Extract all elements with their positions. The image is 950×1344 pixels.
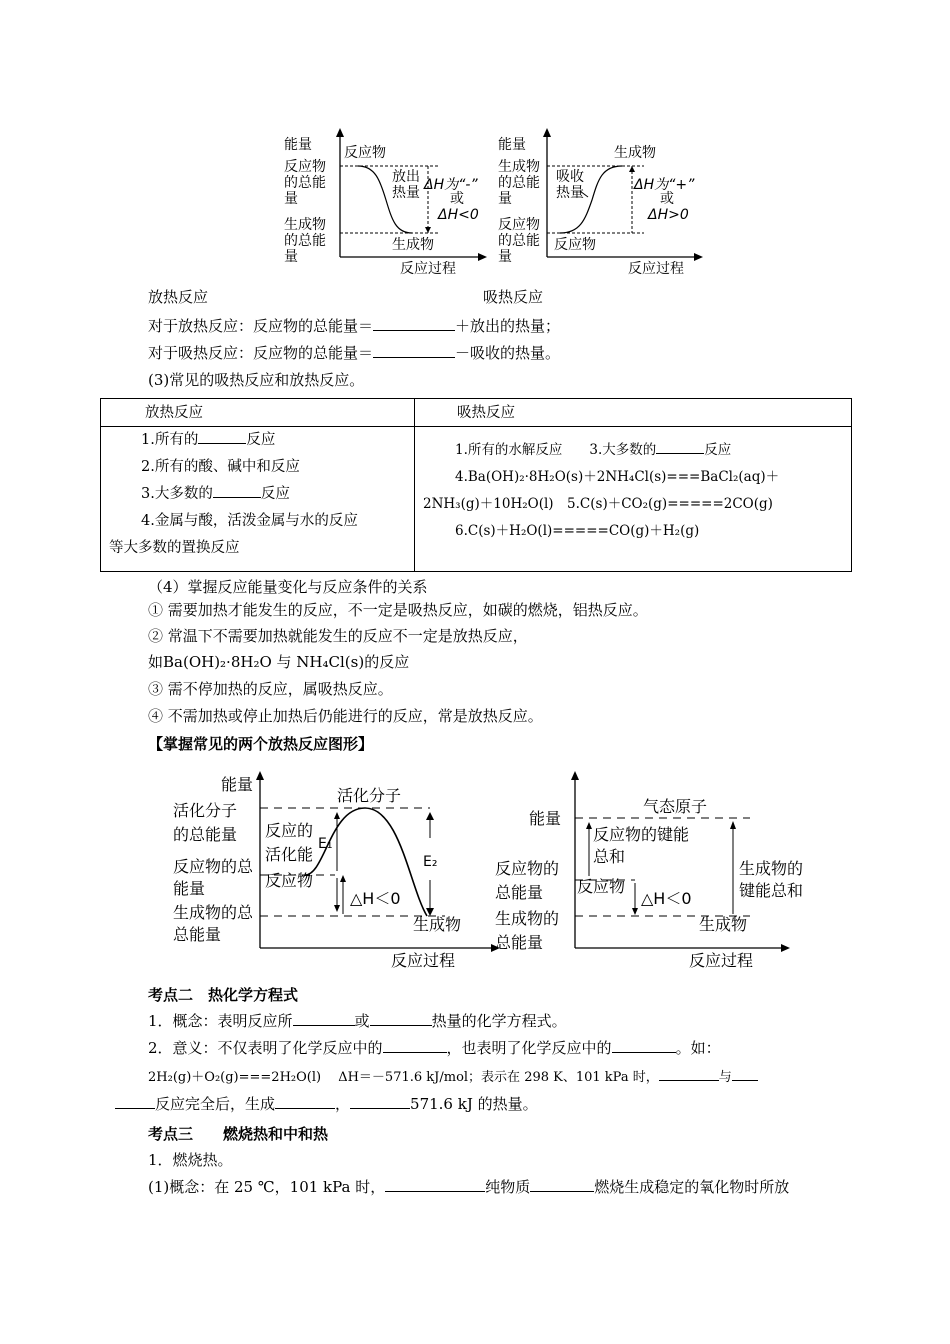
caption-endothermic: 吸热反应: [483, 288, 544, 306]
kp2-equation: 2H₂(g)＋O₂(g)===2H₂O(l) ΔH＝－571.6 kJ/mol；表示在 298 K、101 kPa 时， 与: [148, 1066, 758, 1088]
svg-text:生成物的总: 生成物的总: [173, 903, 254, 922]
svg-text:的总能: 的总能: [284, 175, 326, 191]
text-line-3: (3)常见的吸热反应和放热反应。: [148, 371, 365, 389]
table-exo-cell: 1.所有的 反应 2.所有的酸、碱中和反应 3.大多数的 反应 4.金属与酸，活泼金属与水的反应 等大多数的置换反应: [101, 427, 414, 562]
svg-text:△H＜0: △H＜0: [641, 889, 692, 908]
svg-text:反应物: 反应物: [265, 871, 314, 890]
svg-text:生成物: 生成物: [699, 915, 748, 934]
svg-text:能量: 能量: [498, 137, 526, 153]
svg-text:反应过程: 反应过程: [391, 951, 456, 970]
svg-text:反应物的: 反应物的: [495, 859, 560, 878]
table-head-endo: 吸热反应: [457, 405, 515, 421]
section4-p1: ① 需要加热才能发生的反应，不一定是吸热反应，如碳的燃烧，铝热反应。: [148, 601, 648, 619]
left-x-axis: 反应过程: [400, 261, 456, 277]
svg-text:ΔH<0: ΔH<0: [438, 207, 479, 223]
svg-text:能量: 能量: [529, 809, 562, 828]
text-line-2: 对于吸热反应：反应物的总能量＝ －吸收的热量。: [148, 344, 561, 362]
svg-text:或: 或: [660, 191, 674, 207]
svg-text:量: 量: [284, 249, 298, 265]
svg-text:反应过程: 反应过程: [689, 951, 754, 970]
left-product-label: 生成物: [392, 237, 434, 253]
kp2-concept: 1．概念：表明反应所 或 热量的化学方程式。: [148, 1012, 567, 1030]
svg-text:生成物: 生成物: [614, 145, 656, 161]
svg-text:生成物的: 生成物的: [495, 909, 560, 928]
svg-text:反应物: 反应物: [284, 159, 326, 175]
svg-text:量: 量: [498, 249, 512, 265]
svg-text:总能量: 总能量: [495, 883, 544, 902]
svg-text:活化分子: 活化分子: [337, 786, 402, 805]
energy-diagram-bottom: [165, 768, 805, 973]
svg-text:反应物的键能: 反应物的键能: [593, 825, 690, 844]
kp2-equation-cont: 反应完全后，生成 ， 571.6 kJ 的热量。: [115, 1094, 538, 1114]
svg-text:总和: 总和: [593, 847, 626, 866]
svg-text:△H＜0: △H＜0: [350, 889, 401, 908]
section4-title: （4）掌握反应能量变化与反应条件的关系: [148, 578, 428, 596]
svg-text:ΔH为“+”: ΔH为“+”: [634, 177, 695, 193]
section4-heading: 【掌握常见的两个放热反应图形】: [148, 735, 374, 753]
svg-text:生成物: 生成物: [284, 217, 326, 233]
kp2-meaning: 2．意义：不仅表明了化学反应中的 ，也表明了化学反应中的 。如：: [148, 1039, 721, 1057]
section4-p3: 如Ba(OH)₂·8H₂O 与 NH₄Cl(s)的反应: [148, 653, 410, 671]
kp3-title: 考点三 燃烧热和中和热: [148, 1125, 329, 1143]
svg-text:E₁: E₁: [318, 836, 333, 852]
svg-text:生成物: 生成物: [413, 915, 462, 934]
svg-text:放出: 放出: [392, 169, 420, 185]
svg-text:反应物: 反应物: [554, 237, 596, 253]
svg-text:的总能: 的总能: [498, 175, 540, 191]
section4-p4: ③ 需不停加热的反应，属吸热反应。: [148, 680, 393, 698]
text-line-1: 对于放热反应：反应物的总能量＝ ＋放出的热量；: [148, 317, 561, 335]
svg-text:活化分子: 活化分子: [173, 801, 238, 820]
section4-p5: ④ 不需加热或停止加热后仍能进行的反应，常是放热反应。: [148, 707, 543, 725]
svg-text:气态原子: 气态原子: [643, 797, 708, 816]
svg-text:的总能: 的总能: [284, 233, 326, 249]
kp2-title: 考点二 热化学方程式: [148, 986, 299, 1004]
section4-p2: ② 常温下不需要加热就能发生的反应不一定是放热反应，: [148, 627, 528, 645]
svg-text:生成物的: 生成物的: [739, 859, 804, 878]
svg-text:量: 量: [498, 191, 512, 207]
svg-text:E₂: E₂: [423, 854, 438, 870]
svg-text:ΔH为“-”: ΔH为“-”: [424, 177, 478, 193]
svg-text:或: 或: [450, 191, 464, 207]
reaction-table: [100, 398, 852, 572]
svg-text:热量: 热量: [392, 185, 420, 201]
kp3-s1: 1．燃烧热。: [148, 1151, 233, 1169]
svg-text:总能量: 总能量: [495, 933, 544, 952]
svg-text:反应物: 反应物: [577, 877, 626, 896]
svg-text:反应物的总: 反应物的总: [173, 857, 254, 876]
svg-text:生成物: 生成物: [498, 159, 540, 175]
svg-text:吸收: 吸收: [556, 169, 584, 185]
table-head-exo: 放热反应: [145, 405, 203, 421]
kp3-s2: (1)概念：在 25 ℃，101 kPa 时， 纯物质 燃烧生成稳定的氧化物时所放: [148, 1178, 790, 1196]
svg-text:量: 量: [284, 191, 298, 207]
svg-text:的总能量: 的总能量: [173, 825, 238, 844]
table-endo-cell: 1.所有的水解反应 3.大多数的 反应 4.Ba(OH)₂·8H₂O(s)＋2NH₄Cl(s)===BaCl₂(aq)＋ 2NH₃(g)＋10H₂O(l) 5.C(s)＋CO₂(g)=====2CO(g) 6.C(s)＋H₂O(l)=====CO(g)＋H₂(g): [415, 427, 851, 545]
svg-text:反应过程: 反应过程: [628, 261, 684, 277]
svg-text:的总能: 的总能: [498, 233, 540, 249]
svg-text:能量: 能量: [173, 879, 206, 898]
svg-text:ΔH>0: ΔH>0: [648, 207, 689, 223]
svg-text:总能量: 总能量: [173, 925, 222, 944]
energy-diagram-top: [280, 125, 730, 280]
svg-text:键能总和: 键能总和: [739, 881, 804, 900]
caption-exothermic: 放热反应: [148, 288, 209, 306]
left-y-axis: 能量: [284, 137, 312, 153]
left-reactant-label: 反应物: [344, 145, 386, 161]
svg-text:反应物: 反应物: [498, 217, 540, 233]
svg-text:反应的: 反应的: [265, 821, 314, 840]
svg-text:活化能: 活化能: [265, 845, 314, 864]
svg-text:热量: 热量: [556, 185, 584, 201]
svg-text:能量: 能量: [221, 775, 254, 794]
